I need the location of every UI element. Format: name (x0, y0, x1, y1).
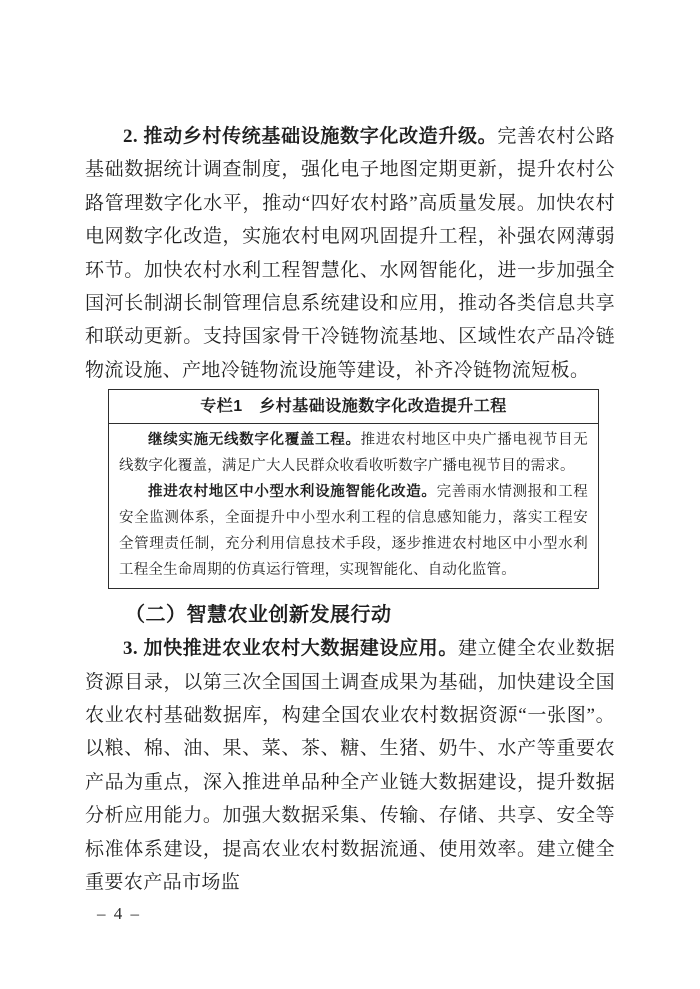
callout-item-water-facility (119, 479, 588, 583)
paragraph-item-3-lead: 3. 加快推进农业农村大数据建设应用。 (123, 638, 458, 660)
callout-item-wireless-coverage (119, 427, 588, 479)
callout-box-title: 专栏1 乡村基础设施数字化改造提升工程 (109, 390, 598, 424)
callout-item-2-body: 完善雨水情测报和工程安全监测体系，全面提升中小型水利工程的信息感知能力，落实工程安全管理责任制，充分利用信息技术手段，逐步推进农村地区中小型水利工程全生命周期的仿真运行管理，实现智能化、自动化监管。 (119, 484, 588, 579)
section-heading-smart-agriculture: （二）智慧农业创新发展行动 (125, 604, 392, 627)
callout-item-1-lead: 继续实施无线数字化覆盖工程。 (148, 432, 361, 449)
callout-box-column-1 (108, 389, 599, 589)
paragraph-item-3 (85, 632, 615, 899)
page-number: – 4 – (97, 904, 141, 923)
paragraph-item-2-body: 完善农村公路基础数据统计调查制度，强化电子地图定期更新，提升农村公路管理数字化水平，推动“四好农村路”高质量发展。加快农村电网数字化改造，实施农村电网巩固提升工程，补强农网薄弱环节。加快农村水利工程智慧化、水网智能化，进一步加强全国河长制湖长制管理信息系统建设和应用，推动各类信息共享和联动更新。支持国家骨干冷链物流基地、区域性农产品冷链物流设施、产地冷链物流设施等建设，补齐冷链物流短板。 (85, 126, 616, 381)
paragraph-item-3-body: 建立健全农业数据资源目录，以第三次全国国土调查成果为基础，加快建设全国农业农村基础数据库，构建全国农业农村数据资源“一张图”。以粮、棉、油、果、菜、茶、糖、生猪、奶牛、水产等重要农产品为重点，深入推进单品种全产业链大数据建设，提升数据分析应用能力。加强大数据采集、传输、存储、共享、安全等标准体系建设，提高农业农村数据流通、使用效率。建立健全重要农产品市场监 (85, 638, 615, 894)
paragraph-item-2-lead: 2. 推动乡村传统基础设施数字化改造升级。 (123, 126, 498, 147)
callout-item-1-body: 推进农村地区中央广播电视节目无线数字化覆盖，满足广大人民群众收看收听数字广播电视节目的需求。 (119, 432, 588, 475)
callout-item-2-lead: 推进农村地区中小型水利设施智能化改造。 (148, 484, 437, 501)
callout-box-body (109, 424, 598, 588)
page-content (85, 120, 615, 900)
paragraph-item-2 (85, 120, 615, 387)
